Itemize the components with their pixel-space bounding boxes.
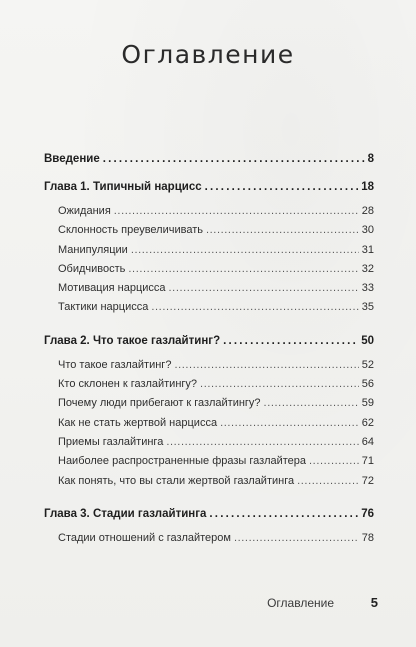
toc-subentry-label: Стадии отношений с газлайтером (58, 531, 231, 544)
dot-leader (114, 202, 359, 221)
toc-subentry (44, 279, 374, 298)
dot-leader (205, 176, 359, 198)
toc-subentry-label: Приемы газлайтинга (58, 435, 164, 448)
toc-subentry (44, 356, 374, 375)
toc-subentry-label: Ожидания (58, 205, 111, 217)
toc-entry-page: 50 (361, 334, 374, 347)
toc-subentry (44, 433, 374, 452)
toc-chapter-3 (44, 503, 374, 525)
toc-subentry (44, 202, 374, 221)
toc-subentry-label: Как не стать жертвой нарцисса (58, 416, 218, 429)
running-footer-title: Оглавление (267, 596, 334, 610)
toc-subentry-page: 56 (361, 378, 374, 391)
toc-entry-label: Глава 1. Типичный нарцисс (44, 181, 202, 193)
dot-leader (166, 433, 358, 452)
page-number: 5 (370, 595, 378, 610)
dot-leader (223, 330, 358, 352)
toc-subentry (44, 452, 374, 471)
toc-subentry-label: Кто склонен к газлайтингу? (58, 378, 198, 391)
toc-subentry-page: 31 (361, 243, 374, 256)
toc-subentry-page: 64 (361, 435, 374, 448)
toc-subentry-page: 62 (361, 416, 374, 429)
toc-subentry-label: Мотивация нарцисса (58, 282, 166, 295)
dot-leader (209, 503, 358, 525)
toc-subentry (44, 529, 374, 548)
toc-subentry (44, 472, 374, 491)
toc-subentry-page: 78 (361, 531, 374, 544)
page-title: Оглавление (121, 40, 295, 69)
toc-subentry (44, 414, 374, 433)
toc-chapter-2 (44, 330, 374, 352)
toc-subentry (44, 241, 374, 260)
toc-subentry-page: 71 (361, 455, 374, 468)
toc-subentry-page: 72 (361, 474, 374, 487)
toc-subentry (44, 221, 374, 240)
dot-leader (264, 394, 359, 413)
toc-subentry-label: Как понять, что вы стали жертвой газлайтинга (58, 474, 295, 487)
toc-subentry-label: Тактики нарцисса (58, 301, 149, 314)
toc-subentry (44, 260, 374, 279)
toc-subentry-page: 33 (361, 282, 374, 295)
toc-subentry-label: Почему люди прибегают к газлайтингу? (58, 397, 261, 410)
dot-leader (128, 260, 358, 279)
toc-subentry-page: 52 (361, 358, 374, 371)
toc-subentry-label: Манипуляции (58, 243, 128, 256)
toc-entry-label: Введение (44, 153, 100, 165)
dot-leader (309, 452, 359, 471)
dot-leader (234, 529, 359, 548)
toc-subentry-page: 59 (361, 397, 374, 410)
toc-subentry-label: Наиболее распространенные фразы газлайтера (58, 455, 307, 468)
toc-subentry (44, 298, 374, 317)
dot-leader (169, 279, 359, 298)
toc-entry-intro (44, 148, 374, 170)
dot-leader (131, 241, 359, 260)
toc-entry-page: 8 (367, 153, 374, 165)
dot-leader (103, 148, 365, 170)
toc-subentry-label: Что такое газлайтинг? (58, 358, 172, 371)
table-of-contents (44, 148, 374, 548)
toc-subentry-page: 30 (361, 224, 374, 237)
toc-subentry-page: 28 (361, 205, 374, 217)
dot-leader (174, 356, 358, 375)
page-footer (0, 596, 416, 616)
toc-subentry (44, 394, 374, 413)
dot-leader (206, 221, 359, 240)
toc-entry-page: 76 (361, 507, 374, 520)
dot-leader (297, 472, 359, 491)
toc-subentry-label: Склонность преувеличивать (58, 224, 203, 237)
toc-subentry-label: Обидчивость (58, 262, 126, 275)
toc-subentry-page: 35 (361, 301, 374, 314)
toc-entry-label: Глава 3. Стадии газлайтинга (44, 507, 207, 520)
dot-leader (151, 298, 358, 317)
dot-leader (200, 375, 359, 394)
toc-entry-label: Глава 2. Что такое газлайтинг? (44, 334, 221, 347)
toc-entry-page: 18 (361, 181, 374, 193)
toc-subentry (44, 375, 374, 394)
toc-subentry-page: 32 (361, 262, 374, 275)
dot-leader (220, 414, 359, 433)
toc-chapter-1 (44, 176, 374, 198)
